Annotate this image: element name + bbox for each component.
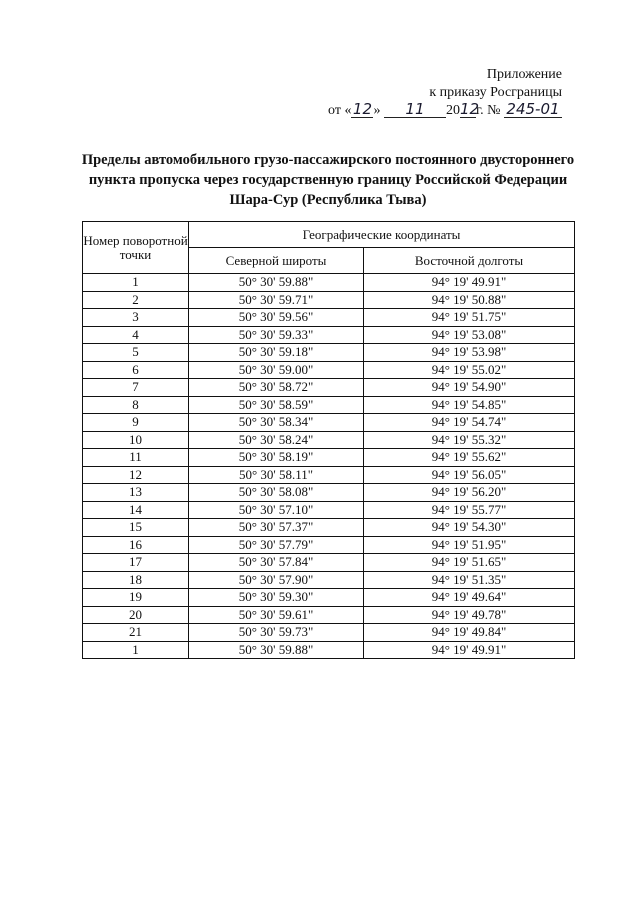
header-geo-coords: Географические координаты: [189, 222, 575, 248]
cell-longitude: 94° 19' 56.20": [364, 484, 575, 502]
cell-point-number: 4: [83, 326, 189, 344]
appendix-title: Приложение: [486, 67, 562, 82]
title-line-2: пункта пропуска через государственную границу Российской Федерации: [88, 172, 568, 188]
cell-point-number: 1: [83, 274, 189, 292]
header-point-number: Номер поворотной точки: [83, 222, 189, 274]
cell-latitude: 50° 30' 58.08": [189, 484, 364, 502]
table-row: [83, 291, 575, 309]
coordinates-table: [82, 221, 575, 659]
cell-point-number: 8: [83, 396, 189, 414]
table-row: [83, 449, 575, 467]
cell-longitude: 94° 19' 55.32": [364, 431, 575, 449]
date-number-label: г. №: [475, 103, 501, 118]
appendix-order-ref: к приказу Росграницы: [429, 85, 562, 100]
cell-latitude: 50° 30' 57.84": [189, 554, 364, 572]
table-header: [83, 222, 575, 274]
table-row: [83, 554, 575, 572]
date-month: 11: [384, 102, 446, 118]
cell-latitude: 50° 30' 57.10": [189, 501, 364, 519]
table-row: [83, 536, 575, 554]
table-row: [83, 501, 575, 519]
cell-longitude: 94° 19' 55.02": [364, 361, 575, 379]
cell-point-number: 1: [83, 641, 189, 659]
table-row: [83, 589, 575, 607]
cell-latitude: 50° 30' 59.00": [189, 361, 364, 379]
cell-longitude: 94° 19' 54.85": [364, 396, 575, 414]
table-row: [83, 274, 575, 292]
cell-longitude: 94° 19' 49.64": [364, 589, 575, 607]
header-latitude: Северной широты: [189, 248, 364, 274]
cell-point-number: 2: [83, 291, 189, 309]
table-row: [83, 624, 575, 642]
table-row: [83, 571, 575, 589]
cell-latitude: 50° 30' 57.90": [189, 571, 364, 589]
date-year-suffix: 12: [459, 100, 480, 118]
cell-longitude: 94° 19' 49.91": [364, 641, 575, 659]
date-day: 12: [352, 100, 373, 118]
cell-latitude: 50° 30' 58.24": [189, 431, 364, 449]
cell-longitude: 94° 19' 49.91": [364, 274, 575, 292]
cell-longitude: 94° 19' 51.35": [364, 571, 575, 589]
cell-point-number: 15: [83, 519, 189, 537]
cell-longitude: 94° 19' 54.90": [364, 379, 575, 397]
table-row: [83, 309, 575, 327]
cell-longitude: 94° 19' 51.65": [364, 554, 575, 572]
table-row: [83, 361, 575, 379]
table-row: [83, 519, 575, 537]
cell-point-number: 10: [83, 431, 189, 449]
cell-longitude: 94° 19' 49.84": [364, 624, 575, 642]
cell-point-number: 3: [83, 309, 189, 327]
cell-latitude: 50° 30' 59.56": [189, 309, 364, 327]
cell-point-number: 5: [83, 344, 189, 362]
cell-point-number: 21: [83, 624, 189, 642]
date-mid: »: [373, 103, 381, 118]
table-row: [83, 414, 575, 432]
cell-point-number: 7: [83, 379, 189, 397]
appendix-block: [302, 66, 562, 120]
table-row: [83, 641, 575, 659]
cell-latitude: 50° 30' 57.37": [189, 519, 364, 537]
cell-point-number: 18: [83, 571, 189, 589]
cell-latitude: 50° 30' 59.88": [189, 274, 364, 292]
cell-point-number: 20: [83, 606, 189, 624]
cell-latitude: 50° 30' 59.33": [189, 326, 364, 344]
cell-latitude: 50° 30' 59.88": [189, 641, 364, 659]
cell-point-number: 12: [83, 466, 189, 484]
cell-latitude: 50° 30' 59.71": [189, 291, 364, 309]
cell-longitude: 94° 19' 55.62": [364, 449, 575, 467]
document-title: [56, 150, 600, 210]
cell-point-number: 6: [83, 361, 189, 379]
cell-point-number: 16: [83, 536, 189, 554]
cell-latitude: 50° 30' 59.73": [189, 624, 364, 642]
cell-latitude: 50° 30' 59.18": [189, 344, 364, 362]
cell-longitude: 94° 19' 50.88": [364, 291, 575, 309]
table-row: [83, 344, 575, 362]
table-row: [83, 326, 575, 344]
cell-longitude: 94° 19' 56.05": [364, 466, 575, 484]
cell-longitude: 94° 19' 53.98": [364, 344, 575, 362]
cell-point-number: 19: [83, 589, 189, 607]
table-row: [83, 431, 575, 449]
cell-longitude: 94° 19' 49.78": [364, 606, 575, 624]
order-number: 245-01: [504, 102, 562, 118]
cell-longitude: 94° 19' 54.74": [364, 414, 575, 432]
cell-latitude: 50° 30' 59.30": [189, 589, 364, 607]
cell-longitude: 94° 19' 51.75": [364, 309, 575, 327]
cell-point-number: 13: [83, 484, 189, 502]
date-year-prefix: 20: [445, 103, 460, 118]
title-line-3: Шара-Сур (Республика Тыва): [229, 192, 427, 208]
appendix-date-line: [302, 102, 562, 120]
cell-point-number: 17: [83, 554, 189, 572]
cell-point-number: 9: [83, 414, 189, 432]
cell-longitude: 94° 19' 53.08": [364, 326, 575, 344]
cell-latitude: 50° 30' 59.61": [189, 606, 364, 624]
cell-latitude: 50° 30' 58.19": [189, 449, 364, 467]
table-row: [83, 484, 575, 502]
cell-latitude: 50° 30' 58.11": [189, 466, 364, 484]
cell-longitude: 94° 19' 55.77": [364, 501, 575, 519]
cell-longitude: 94° 19' 54.30": [364, 519, 575, 537]
table-row: [83, 396, 575, 414]
cell-latitude: 50° 30' 57.79": [189, 536, 364, 554]
table-row: [83, 606, 575, 624]
cell-latitude: 50° 30' 58.72": [189, 379, 364, 397]
title-line-1: Пределы автомобильного грузо-пассажирского постоянного двустороннего: [81, 152, 575, 168]
table-row: [83, 379, 575, 397]
cell-longitude: 94° 19' 51.95": [364, 536, 575, 554]
table-body: [83, 274, 575, 659]
cell-latitude: 50° 30' 58.59": [189, 396, 364, 414]
cell-point-number: 11: [83, 449, 189, 467]
table-row: [83, 466, 575, 484]
header-longitude: Восточной долготы: [364, 248, 575, 274]
cell-point-number: 14: [83, 501, 189, 519]
cell-latitude: 50° 30' 58.34": [189, 414, 364, 432]
date-prefix: от «: [328, 103, 352, 118]
